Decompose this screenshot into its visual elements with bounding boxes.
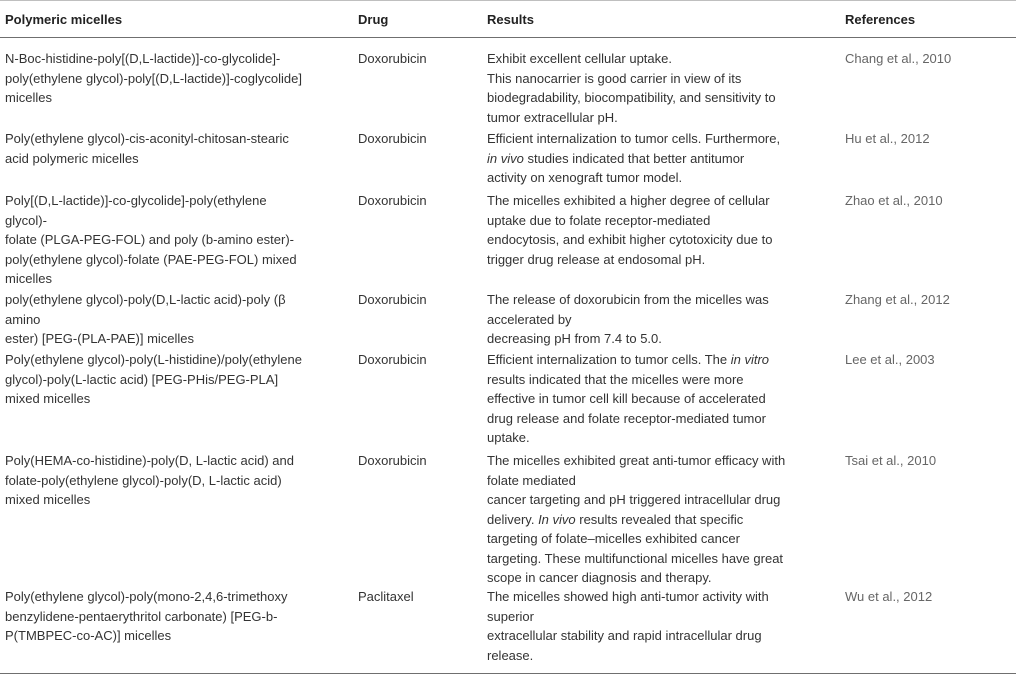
cell-results (487, 451, 832, 588)
cell-drug: Doxorubicin (358, 292, 427, 307)
results-text: activity on xenograft tumor model. (487, 170, 683, 185)
results-italic-text: in vivo (487, 150, 524, 166)
results-italic-text: In vivo (538, 511, 576, 527)
results-line (487, 646, 832, 666)
cell-drug: Doxorubicin (358, 193, 427, 208)
results-line (487, 149, 832, 169)
header-polymeric-micelles: Polymeric micelles (5, 12, 123, 27)
results-text: trigger drug release at endosomal pH. (487, 251, 706, 267)
results-line (487, 88, 832, 108)
cell-reference[interactable]: Zhao et al., 2010 (845, 193, 943, 208)
cell-reference[interactable]: Chang et al., 2010 (845, 51, 952, 66)
cell-results (487, 49, 832, 127)
micelles-line: acid polymeric micelles (5, 150, 139, 166)
results-line (487, 490, 832, 510)
results-text: release. (487, 647, 534, 663)
results-text: This nanocarrier is good carrier in view of its (487, 70, 742, 86)
results-line (487, 211, 832, 231)
results-text: delivery. (487, 511, 539, 527)
micelles-line: folate-poly(ethylene glycol)-poly(D, L-lactic acid) (5, 472, 282, 488)
results-text: folate mediated (487, 472, 576, 488)
cell-results (487, 350, 832, 448)
results-line (487, 49, 832, 69)
results-line (487, 129, 832, 149)
cell-reference[interactable]: Hu et al., 2012 (845, 131, 930, 146)
results-text: superior (487, 608, 534, 624)
results-text: cancer targeting and pH triggered intracellular drug (487, 492, 781, 507)
micelles-line: Poly(ethylene glycol)-cis-aconityl-chitosan-stearic (5, 131, 289, 146)
results-text: Efficient internalization to tumor cells. Furthermore, (487, 131, 781, 146)
results-text: scope in cancer diagnosis and therapy. (487, 570, 712, 585)
results-line (487, 549, 832, 569)
micelles-line: folate (PLGA-PEG-FOL) and poly (b-amino ester)- (5, 232, 294, 247)
micelles-line: benzylidene-pentaerythritol carbonate) [PEG-b- (5, 608, 278, 624)
results-line (487, 529, 832, 549)
cell-polymeric-micelles (5, 129, 350, 168)
micelles-line: poly(ethylene glycol)-poly[(D,L-lactide)]-coglycolide] (5, 70, 302, 86)
results-text: studies indicated that better antitumor (523, 150, 745, 166)
results-italic-text: in vitro (730, 352, 770, 367)
results-text: biodegradability, biocompatibility, and sensitivity to (487, 90, 776, 105)
results-line (487, 607, 832, 627)
results-text: results revealed that specific (575, 511, 744, 527)
results-line (487, 587, 832, 607)
results-line (487, 568, 832, 588)
table-top-rule (0, 0, 1016, 1)
cell-reference[interactable]: Lee et al., 2003 (845, 352, 935, 367)
micelles-line: Poly(HEMA-co-histidine)-poly(D, L-lactic acid) and (5, 453, 294, 468)
micelles-line: micelles (5, 271, 52, 286)
header-rule (0, 37, 1016, 38)
cell-drug: Doxorubicin (358, 131, 427, 146)
results-text: Efficient internalization to tumor cells. The (487, 352, 731, 367)
results-line (487, 230, 832, 250)
results-text: The micelles exhibited great anti-tumor efficacy with (487, 453, 786, 468)
results-text: tumor extracellular pH. (487, 109, 618, 125)
cell-reference[interactable]: Wu et al., 2012 (845, 589, 933, 604)
cell-polymeric-micelles (5, 49, 350, 108)
results-text: accelerated by (487, 311, 572, 327)
micelles-line: poly(ethylene glycol)-folate (PAE-PEG-FOL) mixed (5, 251, 297, 267)
micelles-line: mixed micelles (5, 391, 91, 406)
results-line (487, 389, 832, 409)
results-text: results indicated that the micelles were more (487, 371, 744, 387)
results-line (487, 626, 832, 646)
cell-reference[interactable]: Tsai et al., 2010 (845, 453, 937, 468)
header-drug: Drug (358, 12, 389, 27)
micelles-line: glycol)- (5, 212, 47, 228)
results-line (487, 510, 832, 530)
cell-reference[interactable]: Zhang et al., 2012 (845, 292, 950, 307)
results-line (487, 250, 832, 270)
header-references: References (845, 12, 916, 27)
header-results: Results (487, 12, 534, 27)
results-text: The micelles exhibited a higher degree of cellular (487, 193, 770, 208)
results-line (487, 290, 832, 310)
cell-polymeric-micelles (5, 191, 350, 289)
cell-polymeric-micelles (5, 350, 350, 409)
micelles-line: micelles (5, 90, 52, 105)
results-text: targeting. These multifunctional micelles have great (487, 550, 784, 566)
results-line (487, 108, 832, 128)
micelles-line: Poly(ethylene glycol)-poly(mono-2,4,6-trimethoxy (5, 589, 288, 604)
results-line (487, 168, 832, 188)
micelles-line: poly(ethylene glycol)-poly(D,L-lactic acid)-poly (β (5, 292, 286, 307)
cell-polymeric-micelles (5, 451, 350, 510)
micelles-line: ester) [PEG-(PLA-PAE)] micelles (5, 331, 195, 346)
cell-drug: Paclitaxel (358, 589, 414, 604)
results-line (487, 310, 832, 330)
results-line (487, 69, 832, 89)
cell-polymeric-micelles (5, 290, 350, 349)
results-line (487, 428, 832, 448)
results-line (487, 350, 832, 370)
cell-results (487, 129, 832, 188)
micelles-line: Poly(ethylene glycol)-poly(L-histidine)/poly(ethylene (5, 352, 302, 367)
micelles-line: amino (5, 311, 41, 327)
micelles-line: P(TMBPEC-co-AC)] micelles (5, 628, 172, 643)
cell-drug: Doxorubicin (358, 51, 427, 66)
cell-results (487, 587, 832, 665)
results-text: The release of doxorubicin from the micelles was (487, 292, 769, 307)
micelles-line: Poly[(D,L-lactide)]-co-glycolide]-poly(ethylene (5, 193, 267, 208)
results-line (487, 329, 832, 349)
cell-results (487, 290, 832, 349)
micelles-line: N-Boc-histidine-poly[(D,L-lactide)]-co-glycolide]- (5, 51, 281, 66)
results-text: extracellular stability and rapid intracellular drug (487, 628, 762, 643)
results-text: decreasing pH from 7.4 to 5.0. (487, 331, 662, 346)
results-line (487, 471, 832, 491)
micelles-line: mixed micelles (5, 492, 91, 507)
results-line (487, 191, 832, 211)
results-line (487, 409, 832, 429)
cell-polymeric-micelles (5, 587, 350, 646)
results-line (487, 370, 832, 390)
results-text: targeting of folate–micelles exhibited cancer (487, 531, 740, 546)
results-text: endocytosis, and exhibit higher cytotoxicity due to (487, 232, 773, 247)
results-text: The micelles showed high anti-tumor activity with (487, 589, 769, 604)
results-text: Exhibit excellent cellular uptake. (487, 51, 672, 66)
table-bottom-rule (0, 673, 1016, 674)
cell-drug: Doxorubicin (358, 352, 427, 367)
cell-results (487, 191, 832, 269)
results-text: drug release and folate receptor-mediated tumor (487, 410, 766, 426)
results-text: effective in tumor cell kill because of accelerated (487, 391, 766, 406)
cell-drug: Doxorubicin (358, 453, 427, 468)
results-line (487, 451, 832, 471)
micelles-line: glycol)-poly(L-lactic acid) [PEG-PHis/PEG-PLA] (5, 371, 279, 387)
results-text: uptake due to folate receptor-mediated (487, 212, 711, 228)
results-text: uptake. (487, 430, 530, 445)
